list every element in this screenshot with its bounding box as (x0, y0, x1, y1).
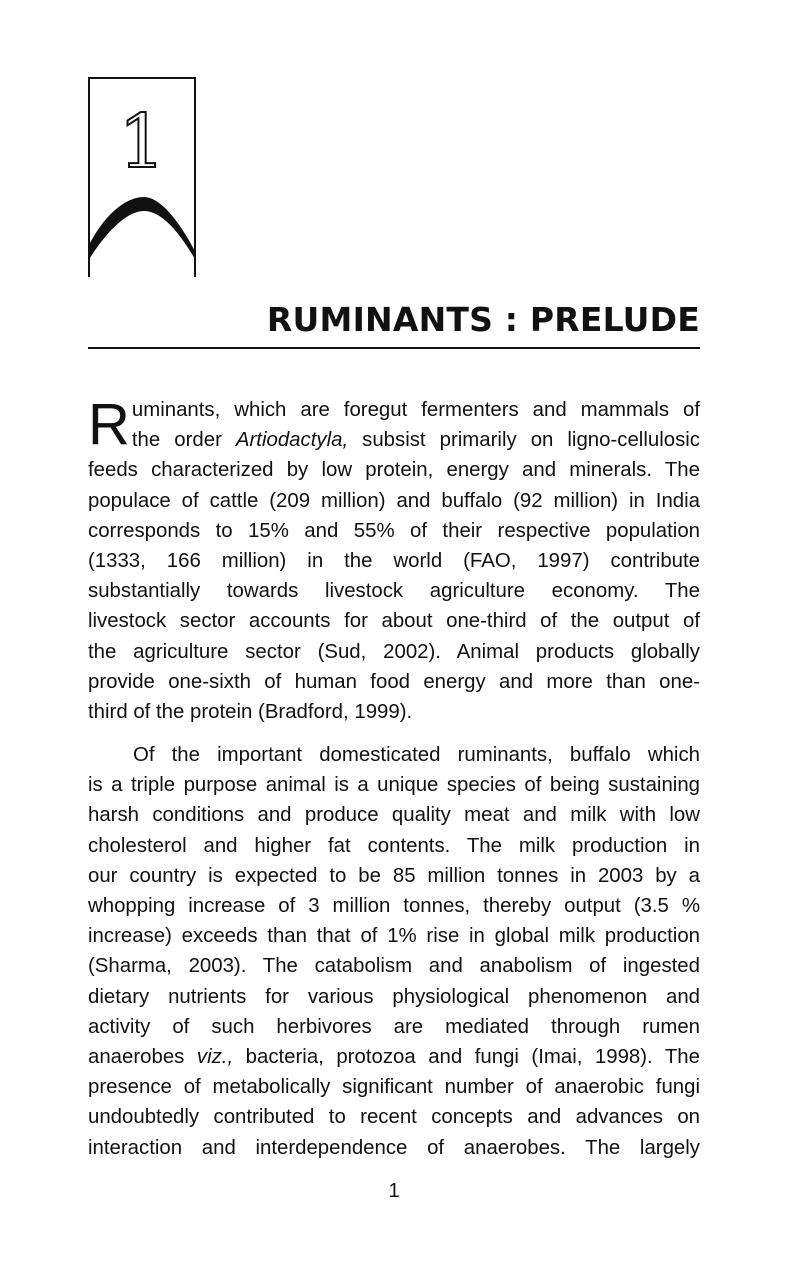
title-rule (88, 347, 700, 349)
text-span: anaerobes (88, 1045, 197, 1068)
chapter-number-box (88, 77, 196, 277)
italic-term: Artiodactyla, (235, 429, 349, 452)
text-line: is a triple purpose animal is a unique species of being sustaining (88, 774, 700, 797)
text-line: presence of metabolically significant number of anaerobic fungi (88, 1076, 700, 1099)
text-line: Of the important domesticated ruminants, buffalo which (133, 744, 700, 767)
chapter-number: 1 (118, 99, 166, 185)
text-line: uminants, which are foregut fermenters and mammals of (131, 399, 700, 421)
text-span: bacteria, protozoa and fungi (Imai, 1998). The (233, 1045, 700, 1068)
text-line: feeds characterized by low protein, energy and minerals. The (88, 459, 700, 482)
text-line: populace of cattle (209 million) and buffalo (92 million) in India (88, 489, 700, 512)
paragraph-gap (88, 727, 700, 740)
chapter-title: RUMINANTS : PRELUDE (266, 300, 700, 339)
text-line: provide one-sixth of human food energy and more than one- (88, 670, 700, 693)
text-span: subsist primarily on ligno-cellulosic (348, 429, 701, 452)
text-line: our country is expected to be 85 million tonnes in 2003 by a (88, 864, 700, 887)
text-line: whopping increase of 3 million tonnes, thereby output (3.5 % (88, 895, 700, 917)
drop-cap: R (88, 392, 130, 457)
body-text (88, 392, 701, 1163)
text-line: livestock sector accounts for about one-third of the output of (88, 610, 700, 633)
italic-term: viz., (196, 1045, 234, 1068)
text-line (88, 1042, 700, 1072)
text-line: cholesterol and higher fat contents. The milk production in (88, 834, 700, 857)
text-line: increase) exceeds than that of 1% rise in global milk production (88, 925, 700, 948)
text-line: the agriculture sector (Sud, 2002). Animal products globally (88, 640, 700, 663)
text-line: (Sharma, 2003). The catabolism and anabolism of ingested (88, 955, 700, 978)
page-number: 1 (388, 1180, 400, 1202)
text-line: harsh conditions and produce quality meat and milk with low (88, 804, 700, 827)
text-line: (1333, 166 million) in the world (FAO, 1997) contribute (88, 549, 700, 572)
text-line: dietary nutrients for various physiological phenomenon and (88, 985, 700, 1008)
text-line (88, 425, 700, 455)
text-line: interaction and interdependence of anaerobes. The largely (88, 1136, 700, 1159)
paragraph-2 (88, 740, 700, 1163)
chapter-arch-ornament (88, 189, 196, 281)
text-line: substantially towards livestock agriculture economy. The (88, 580, 700, 603)
text-span: the order (131, 429, 236, 452)
paragraph-1 (88, 392, 701, 727)
text-line: corresponds to 15% and 55% of their respective population (88, 519, 700, 542)
text-line: activity of such herbivores are mediated through rumen (88, 1015, 700, 1038)
text-line: third of the protein (Bradford, 1999). (88, 700, 413, 723)
text-line: undoubtedly contributed to recent concepts and advances on (88, 1106, 700, 1129)
